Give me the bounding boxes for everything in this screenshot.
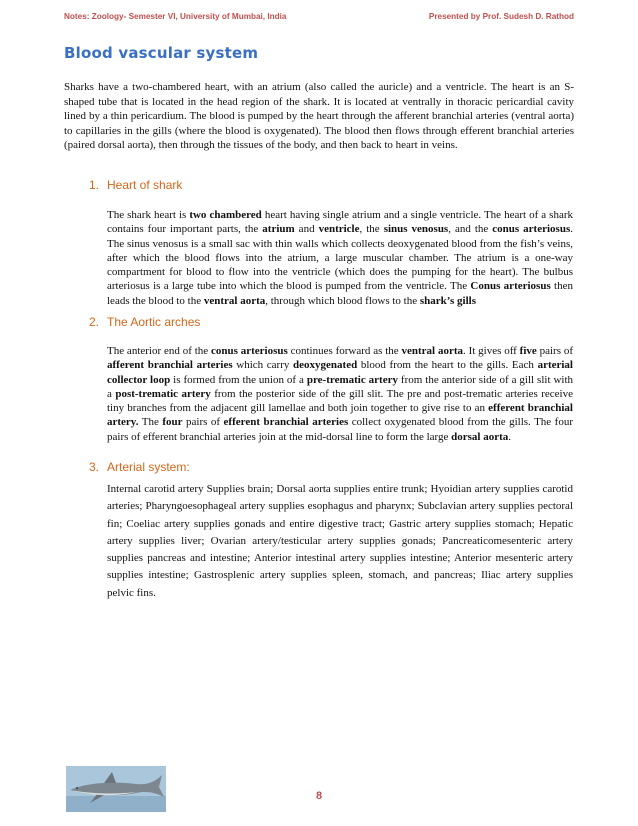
bold-term: atrium [262,223,295,236]
section-title: Heart of shark [107,178,183,192]
bold-term: conus arteriosus [492,223,571,236]
section-number: 1. [89,178,100,192]
bold-term: post-trematic artery [115,387,211,400]
aortic-arches-paragraph [107,344,573,444]
text-run: blood from the heart to the gills. Each [357,359,538,372]
page-header [64,12,574,21]
text-run: continues forward as the [287,345,402,357]
text-run: which carry [232,359,294,372]
bold-term: ventricle [318,223,360,236]
bold-term: pre-trematic artery [306,373,398,386]
arterial-system-paragraph [107,481,573,602]
text-run: , the [359,223,384,236]
section-heading-arterial-system [89,460,190,474]
text-run: . It gives off [463,345,520,357]
text-run: is formed from the union of a [170,373,307,386]
text-run: pairs of [182,416,224,429]
heart-paragraph [107,208,573,308]
text-run: , and the [448,223,493,236]
bold-term: Conus arteriosus [470,280,551,293]
section-number: 3. [89,460,100,474]
bold-term: five [519,345,537,357]
text-run: . The sinus venosus is a small sac with thin walls which collects deoxygenated blood from the fish’s veins, after which the blood flows into the atrium, a large muscular chamber. The atrium is a one-way compartment for blood to flow into the ventricle (which does the pumping for the heart). The bulbus arteriosus is a large tube into which the blood is pumped from the ventricle. The [107,223,573,293]
bold-term: arterial collector loop [107,359,573,386]
text-run: . [508,430,512,443]
page-title: Blood vascular system [64,44,259,62]
section-title: Arterial system: [107,460,190,474]
text-run: collect oxygenated blood from the gills. The four pairs of efferent branchial arteries join at the mid-dorsal line to form the large [107,416,573,443]
bold-term: dorsal aorta [451,430,509,443]
bold-term: shark’s gills [419,294,476,307]
text-run: , through which blood flows to the [265,294,420,307]
bold-term: two chambered [189,209,262,221]
text-run: The shark heart is [107,209,190,221]
bold-term: deoxygenated [293,359,358,372]
bold-term: conus arteriosus [210,345,288,357]
text-run: then leads the blood to the [107,280,573,307]
text-run: pairs of [536,345,573,357]
shark-icon [66,766,166,812]
section-title: The Aortic arches [107,315,201,329]
bold-term: ventral aorta [203,294,266,307]
text-run: The anterior end of the [107,345,211,357]
section-heading-aortic-arches [89,315,200,329]
bold-term: ventral aorta [401,345,463,357]
bold-term: four [162,416,183,429]
intro-paragraph: Sharks have a two-chambered heart, with an atrium (also called the auricle) and a ventricle. The heart is an S-shaped tube that is located in the head region of the shark. It is located at ventrally in thoracic pericardial cavity lined by a thin pericardium. The blood is pumped by the heart through the afferent branchial arteries (ventral aorta) to capillaries in the gills (where the blood is oxygenated). The blood then flows through efferent branchial arteries (paired dorsal aorta), then through the tissues of the body, and then back to heart in veins. [64,81,574,152]
text-run: Internal carotid artery Supplies brain; Dorsal aorta supplies entire trunk; Hyoidian artery supplies carotid arteries; Pharyngoesophageal artery supplies esophagus and pharynx; Subclavian artery supplies pectoral fin; Coeliac artery supplies gonads and entire digestive tract; Gastric artery supplies stomach; Hepatic artery supplies liver; Ovarian artery/testicular artery supplies gonads; Pancreaticomesenteric artery supplies pancreas and intestine; Anterior intestinal artery supplies intestine; Anterior mesenteric artery supplies intestine; Gastrosplenic artery supplies spleen, stomach, and pancreas; Iliac artery supplies pelvic fins. [107,483,573,599]
section-heading-heart [89,178,182,192]
text-run: The [138,416,163,429]
text-run: from the anterior side of a gill slit with a [107,373,574,400]
bold-term: efferent branchial artery. [107,402,573,429]
bold-term: afferent branchial arteries [107,359,233,372]
header-course: Notes: Zoology- Semester VI, University of Mumbai, India [64,12,287,21]
bold-term: sinus venosus [383,223,449,236]
text-run: and [294,223,319,236]
text-run: from the posterior side of the gill slit. The pre and post-trematic arteries receive tiny branches from the adjacent gill lamellae and both join together to give rise to an [107,387,573,415]
section-number: 2. [89,315,100,329]
text-run: heart having single atrium and a single ventricle. The heart of a shark contains four important parts, the [107,209,573,236]
header-author: Presented by Prof. Sudesh D. Rathod [428,12,574,21]
bold-term: efferent branchial arteries [223,416,349,429]
page-number: 8 [315,790,323,802]
shark-image [66,766,166,812]
